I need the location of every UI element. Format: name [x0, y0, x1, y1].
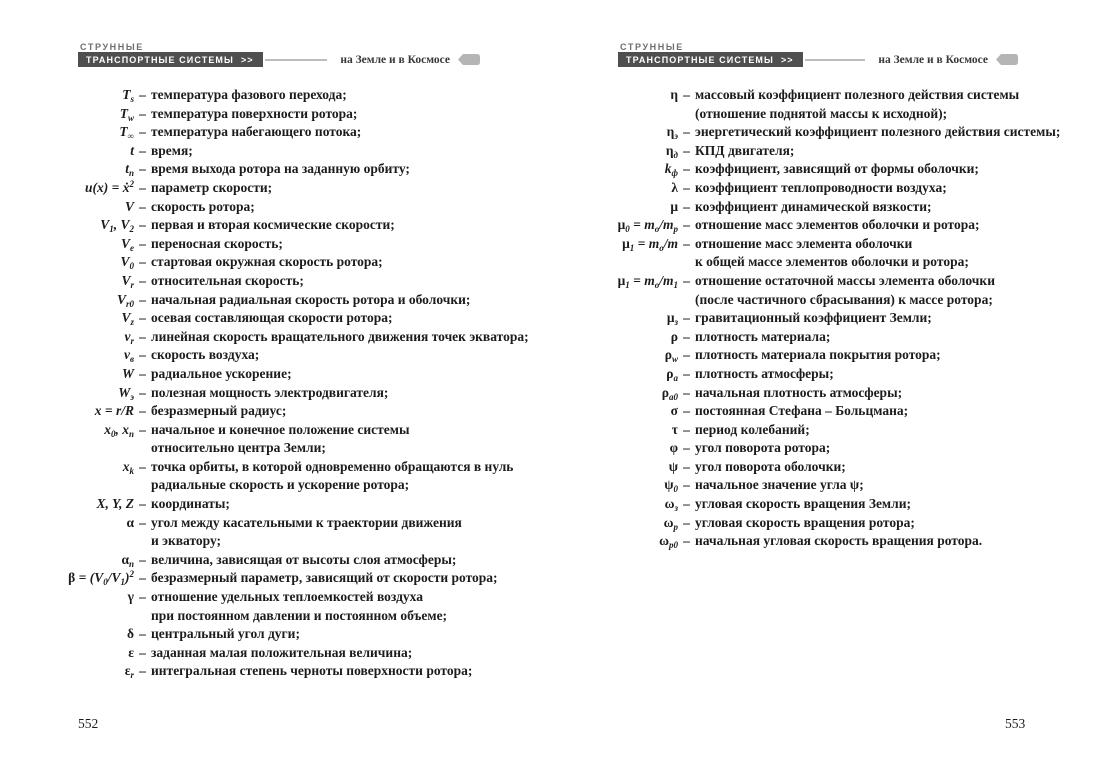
dash-separator: – [139, 328, 146, 344]
glossary-entry [588, 216, 1094, 235]
definition [695, 346, 1094, 365]
symbol: u(x) = ẋ$^2$ [85, 178, 134, 195]
glossary-entry [54, 198, 544, 217]
definition [695, 272, 1094, 309]
definition-line: осевая составляющая скорости ротора; [151, 310, 393, 326]
definition-line: параметр скорости; [151, 179, 273, 195]
definition [695, 160, 1094, 179]
definition [151, 384, 544, 403]
definition-line: и экватору; [151, 533, 222, 549]
symbol: $\mu_1 = m_о/m_1$ [617, 272, 678, 290]
definition-line: время; [151, 142, 193, 158]
dash-separator: – [683, 477, 690, 493]
dash-separator: – [683, 365, 690, 381]
definition [695, 384, 1094, 403]
dash-separator: – [683, 514, 690, 530]
definition-line: начальное и конечное положение системы [151, 421, 410, 437]
definition-line: температура фазового перехода; [151, 87, 347, 102]
definition-line: начальное значение угла ψ; [695, 477, 864, 493]
definition-line: стартовая окружная скорость ротора; [151, 254, 383, 270]
definition [151, 588, 544, 625]
definition [151, 123, 544, 142]
definition-line: угол поворота оболочки; [695, 458, 846, 474]
glossary-entry [54, 458, 544, 495]
definition-line: температура набегающего потока; [151, 124, 362, 140]
glossary-entry [54, 216, 544, 235]
definition-line: температура поверхности ротора; [151, 105, 358, 121]
symbol: $\eta_д$ [665, 142, 678, 160]
definition [695, 514, 1094, 533]
dash-separator: – [139, 87, 146, 102]
definition [151, 346, 544, 365]
glossary-entry [54, 402, 544, 421]
dash-separator: – [683, 179, 690, 195]
definition-line: начальная радиальная скорость ротора и оболочки; [151, 291, 471, 307]
symbol: $\alpha_n$ [121, 551, 134, 569]
symbol: $v_r$ [124, 328, 134, 346]
dash-separator: – [683, 272, 690, 288]
symbol: $\rho_{а0}$ [661, 384, 678, 402]
header-rule [805, 59, 866, 61]
definition-line: период колебаний; [695, 421, 810, 437]
symbol: $\mu_0 = m_о/m_р$ [617, 217, 678, 235]
dash-separator: – [139, 514, 146, 530]
symbol: $T_w$ [119, 105, 134, 123]
glossary-entry [588, 142, 1094, 161]
chevrons-icon: >> [780, 54, 794, 65]
definition-line: линейная скорость вращательного движения точек экватора; [151, 328, 529, 344]
definition [695, 439, 1094, 458]
definition [695, 421, 1094, 440]
symbol: V [124, 198, 134, 214]
glossary-entry [54, 346, 544, 365]
definition [695, 123, 1094, 142]
definition [151, 235, 544, 254]
definition-line: энергетический коэффициент полезного действия системы; [695, 124, 1061, 140]
symbol: $\rho_w$ [664, 347, 678, 365]
edition-title: на Земле и в Космосе [340, 53, 450, 66]
series-title-small: СТРУННЫЕ [80, 42, 144, 52]
dash-separator: – [139, 589, 146, 605]
right-page-entries [588, 86, 1094, 551]
symbol: ρ [670, 328, 678, 344]
definition-line: КПД двигателя; [695, 142, 795, 158]
dash-separator: – [683, 533, 690, 549]
glossary-entry [54, 625, 544, 644]
glossary-entry [588, 476, 1094, 495]
glossary-entry [588, 198, 1094, 217]
definition-line: скорость воздуха; [151, 347, 260, 363]
dash-separator: – [683, 458, 690, 474]
definition-line: безразмерный радиус; [151, 403, 287, 419]
dash-separator: – [683, 217, 690, 233]
dash-separator: – [139, 105, 146, 121]
definition-line: заданная малая положительная величина; [151, 644, 413, 660]
definition-line: безразмерный параметр, зависящий от скорости ротора; [151, 570, 498, 586]
series-title-small: СТРУННЫЕ [620, 42, 684, 52]
dash-separator: – [139, 142, 146, 158]
definition [151, 625, 544, 644]
glossary-entry [54, 588, 544, 625]
glossary-entry [54, 309, 544, 328]
dash-separator: – [139, 458, 146, 474]
definition-line: точка орбиты, в которой одновременно обращаются в нуль [151, 458, 514, 474]
dash-separator: – [139, 124, 146, 140]
dash-separator: – [139, 626, 146, 642]
glossary-entry [54, 86, 544, 105]
symbol: $V_r$ [121, 272, 134, 290]
definition [151, 328, 544, 347]
dash-separator: – [683, 198, 690, 214]
symbol: $T_s$ [122, 87, 134, 104]
definition [695, 309, 1094, 328]
symbol: $V_z$ [121, 310, 134, 328]
dash-separator: – [683, 403, 690, 419]
dash-separator: – [683, 496, 690, 512]
glossary-entry [54, 179, 544, 198]
symbol: $\eta_э$ [666, 124, 678, 142]
symbol: μ [670, 198, 678, 214]
dash-separator: – [139, 644, 146, 660]
glossary-entry [588, 123, 1094, 142]
definition-line: (отношение поднятой массы к исходной); [695, 105, 948, 121]
dash-separator: – [139, 161, 146, 177]
definition [151, 402, 544, 421]
definition [695, 476, 1094, 495]
definition-line: угол между касательными к траектории движения [151, 514, 462, 530]
definition-line: относительная скорость; [151, 272, 304, 288]
definition [695, 365, 1094, 384]
definition-line: полезная мощность электродвигателя; [151, 384, 389, 400]
symbol: $\varepsilon_r$ [124, 663, 134, 681]
symbol: $\mu_1 = m_о/m$ [622, 235, 678, 253]
definition-line: угловая скорость вращения Земли; [695, 496, 911, 512]
definition-line: отношение масс элементов оболочки и ротора; [695, 217, 980, 233]
dash-separator: – [139, 421, 146, 437]
definition-line: скорость ротора; [151, 198, 255, 214]
arrow-icon [458, 54, 480, 65]
glossary-entry [588, 86, 1094, 123]
definition-line: переносная скорость; [151, 235, 283, 251]
definition-line: гравитационный коэффициент Земли; [695, 310, 932, 326]
definition-line: отношение масс элемента оболочки [695, 235, 913, 251]
definition [695, 142, 1094, 161]
symbol: α [126, 514, 134, 530]
glossary-entry [588, 495, 1094, 514]
glossary-entry [54, 421, 544, 458]
symbol: τ [671, 421, 678, 437]
symbol: $x_k$ [122, 458, 134, 476]
symbol: σ [670, 403, 678, 419]
symbol: x = r/R [94, 403, 134, 419]
definition [695, 86, 1094, 123]
definition-line: радиальные скорость и ускорение ротора; [151, 477, 410, 493]
symbol: φ [669, 440, 678, 456]
symbol: $W_э$ [118, 384, 134, 402]
glossary-entry [588, 532, 1094, 551]
series-box [78, 52, 263, 67]
glossary-entry [588, 328, 1094, 347]
dash-separator: – [139, 365, 146, 381]
definition-line: коэффициент динамической вязкости; [695, 198, 932, 214]
definition [151, 365, 544, 384]
definition-line: первая и вторая космические скорости; [151, 217, 395, 233]
symbol: γ [127, 589, 134, 605]
definition-line: начальная плотность атмосферы; [695, 384, 903, 400]
definition-line: время выхода ротора на заданную орбиту; [151, 161, 410, 177]
definition-line: величина, зависящая от высоты слоя атмосферы; [151, 551, 457, 567]
glossary-entry [588, 458, 1094, 477]
symbol: $\omega_р$ [663, 514, 678, 532]
glossary-entry [588, 384, 1094, 403]
definition [151, 551, 544, 570]
glossary-entry [54, 365, 544, 384]
symbol: $k_ф$ [664, 161, 678, 179]
glossary-entry [588, 421, 1094, 440]
glossary-entry [54, 662, 544, 681]
page-right [550, 0, 1100, 777]
symbol: $x_0$, $x_n$ [104, 421, 134, 439]
dash-separator: – [139, 217, 146, 233]
definition-line: интегральная степень черноты поверхности ротора; [151, 663, 473, 679]
definition-line: радиальное ускорение; [151, 365, 292, 381]
symbol: X, Y, Z [96, 496, 134, 512]
glossary-entry [588, 235, 1094, 272]
glossary-entry [588, 309, 1094, 328]
glossary-entry [54, 551, 544, 570]
symbol: W [121, 365, 134, 381]
symbol: δ [126, 626, 134, 642]
glossary-entry [54, 514, 544, 551]
dash-separator: – [683, 142, 690, 158]
definition-line: к общей массе элементов оболочки и ротора; [695, 254, 969, 270]
dash-separator: – [139, 310, 146, 326]
glossary-entry [54, 384, 544, 403]
glossary-entry [54, 142, 544, 161]
glossary-entry [588, 160, 1094, 179]
definition-line: относительно центра Земли; [151, 440, 326, 456]
symbol: $T_\infty$ [119, 124, 134, 142]
dash-separator: – [683, 87, 690, 102]
glossary-entry [588, 439, 1094, 458]
definition [695, 216, 1094, 235]
definition [151, 569, 544, 588]
dash-separator: – [139, 551, 146, 567]
glossary-entry [54, 328, 544, 347]
dash-separator: – [683, 310, 690, 326]
symbol: $v_в$ [123, 347, 134, 365]
dash-separator: – [683, 328, 690, 344]
running-head [0, 42, 550, 70]
glossary-entry [588, 272, 1094, 309]
dash-separator: – [139, 384, 146, 400]
glossary-entry [54, 644, 544, 663]
glossary-entry [588, 346, 1094, 365]
dash-separator: – [139, 272, 146, 288]
glossary-entry [588, 402, 1094, 421]
glossary-entry [54, 123, 544, 142]
symbol: $\mu_з$ [666, 310, 678, 328]
definition-line: массовый коэффициент полезного действия системы [695, 87, 1020, 102]
definition-line: (после частичного сбрасывания) к массе ротора; [695, 291, 993, 307]
definition [695, 458, 1094, 477]
definition [695, 495, 1094, 514]
chevrons-icon: >> [240, 54, 254, 65]
series-box-label: ТРАНСПОРТНЫЕ СИСТЕМЫ [626, 54, 774, 65]
definition [695, 402, 1094, 421]
dash-separator: – [139, 291, 146, 307]
symbol: $\rho_а$ [666, 365, 678, 383]
arrow-icon [996, 54, 1018, 65]
definition [695, 532, 1094, 551]
definition-line: плотность материала покрытия ротора; [695, 347, 941, 363]
header-rule [265, 59, 328, 61]
definition-line: постоянная Стефана – Больцмана; [695, 403, 909, 419]
symbol: $\omega_з$ [664, 496, 678, 514]
edition-title: на Земле и в Космосе [878, 53, 988, 66]
glossary-entry [54, 105, 544, 124]
definition [695, 328, 1094, 347]
glossary-entry [54, 569, 544, 588]
definition-line: начальная угловая скорость вращения ротора. [695, 533, 983, 549]
dash-separator: – [139, 347, 146, 363]
glossary-entry [588, 514, 1094, 533]
glossary-entry [588, 365, 1094, 384]
dash-separator: – [139, 235, 146, 251]
definition [151, 253, 544, 272]
definition [151, 216, 544, 235]
symbol: $t_n$ [125, 161, 134, 179]
glossary-entry [54, 495, 544, 514]
definition [151, 662, 544, 681]
definition [151, 495, 544, 514]
dash-separator: – [683, 161, 690, 177]
definition [151, 86, 544, 105]
dash-separator: – [139, 570, 146, 586]
glossary-entry [54, 272, 544, 291]
glossary-entry [54, 160, 544, 179]
definition-line: плотность материала; [695, 328, 831, 344]
glossary-entry [588, 179, 1094, 198]
running-head-row [78, 52, 480, 67]
symbol: ψ [668, 458, 678, 474]
glossary-entry [54, 291, 544, 310]
definition [151, 142, 544, 161]
definition-line: отношение остаточной массы элемента оболочки [695, 272, 995, 288]
definition-line: угловая скорость вращения ротора; [695, 514, 915, 530]
definition-line: угол поворота ротора; [695, 440, 831, 456]
dash-separator: – [139, 496, 146, 512]
definition [151, 272, 544, 291]
glossary-entry [54, 253, 544, 272]
dash-separator: – [683, 235, 690, 251]
symbol: ε [128, 644, 134, 660]
definition [151, 458, 544, 495]
definition [151, 291, 544, 310]
definition-line: коэффициент теплопроводности воздуха; [695, 179, 947, 195]
definition [151, 179, 544, 198]
dash-separator: – [683, 347, 690, 363]
running-head-row [618, 52, 1018, 67]
dash-separator: – [139, 254, 146, 270]
definition [151, 105, 544, 124]
definition [151, 644, 544, 663]
series-box [618, 52, 803, 67]
left-page-entries [54, 86, 544, 681]
definition-line: коэффициент, зависящий от формы оболочки; [695, 161, 979, 177]
glossary-entry [54, 235, 544, 254]
symbol: $\psi_0$ [664, 477, 678, 495]
dash-separator: – [683, 384, 690, 400]
dash-separator: – [683, 124, 690, 140]
definition [151, 309, 544, 328]
dash-separator: – [683, 421, 690, 437]
definition [695, 179, 1094, 198]
dash-separator: – [683, 440, 690, 456]
symbol: $\beta = (V_0/V_1)^2$ [68, 569, 134, 588]
dash-separator: – [139, 663, 146, 679]
page-number-left: 552 [78, 716, 99, 731]
dash-separator: – [139, 198, 146, 214]
symbol: $\omega_{р0}$ [659, 533, 678, 551]
series-box-label: ТРАНСПОРТНЫЕ СИСТЕМЫ [86, 54, 234, 65]
definition-line: плотность атмосферы; [695, 365, 834, 381]
definition [151, 198, 544, 217]
definition [151, 514, 544, 551]
symbol: η [670, 87, 678, 102]
symbol: $V_1$, $V_2$ [100, 217, 134, 235]
definition-line: координаты; [151, 496, 230, 512]
dash-separator: – [139, 179, 146, 195]
definition-line: центральный угол дуги; [151, 626, 300, 642]
symbol: t [130, 142, 134, 158]
dash-separator: – [139, 403, 146, 419]
definition [695, 235, 1094, 272]
page-number-right: 553 [1005, 716, 1026, 731]
symbol: $V_0$ [120, 254, 134, 272]
definition-line: отношение удельных теплоемкостей воздуха [151, 589, 423, 605]
definition-line: при постоянном давлении и постоянном объеме; [151, 607, 448, 623]
definition [695, 198, 1094, 217]
symbol: $V_{r0}$ [116, 291, 134, 309]
definition [151, 421, 544, 458]
running-head [550, 42, 1100, 70]
symbol: λ [671, 179, 678, 195]
definition [151, 160, 544, 179]
symbol: $V_e$ [120, 235, 134, 253]
